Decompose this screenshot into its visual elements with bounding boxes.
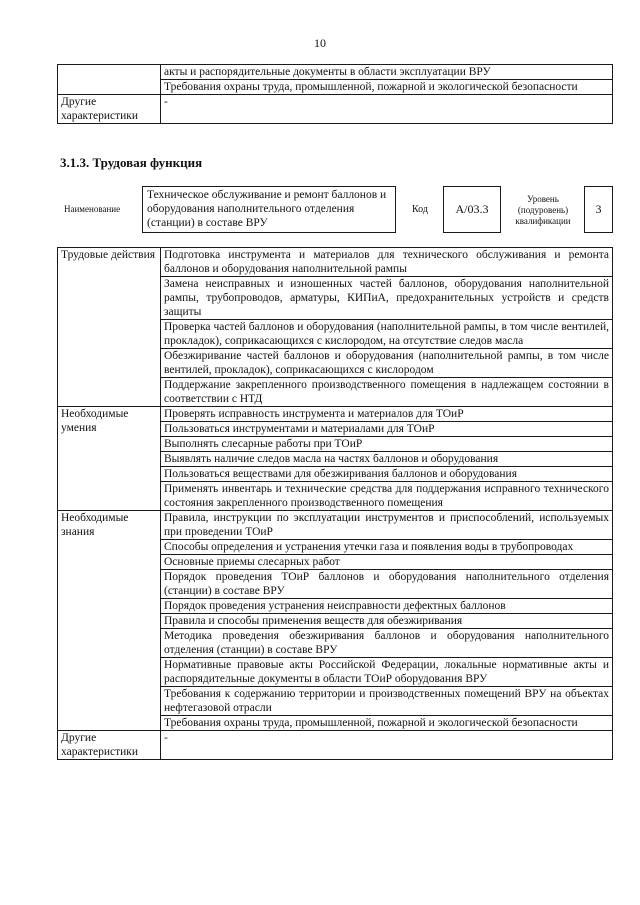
table-cell: Поддержание закрепленного производственного помещения в надлежащем состоянии в соответствии с НТД [161, 378, 613, 407]
table-cell: Проверка частей баллонов и оборудования (наполнительной рампы, в том числе вентилей, прокладок), соприкасающихся с кислородом, на отсутствие следов масла [161, 320, 613, 349]
page-number: 10 [314, 36, 326, 50]
table-row [58, 95, 613, 124]
table-cell: Основные приемы слесарных работ [161, 555, 613, 570]
row-label [58, 65, 161, 95]
function-code-box: А/03.3 [443, 186, 501, 233]
table-cell: акты и распорядительные документы в области эксплуатации ВРУ [161, 65, 613, 80]
table-cell: Выявлять наличие следов масла на частях баллонов и оборудования [161, 452, 613, 467]
row-label: Другие характеристики [58, 731, 161, 760]
table-cell: Выполнять слесарные работы при ТОиР [161, 437, 613, 452]
table-cell: Обезжиривание частей баллонов и оборудования (наполнительной рампы, в том числе вентилей, прокладок), соприкасающихся с кислородом [161, 349, 613, 378]
table-cell: Требования к содержанию территории и производственных помещений ВРУ на объектах нефтегазовой отрасли [161, 687, 613, 716]
table-cell: Правила, инструкции по эксплуатации инструментов и приспособлений, используемых при проведении ТОиР [161, 511, 613, 540]
table-cell: Порядок проведения устранения неисправности дефектных баллонов [161, 599, 613, 614]
table-row [58, 248, 613, 277]
table-cell: Подготовка инструмента и материалов для технического обслуживания и ремонта баллонов и оборудования наполнительной рампы [161, 248, 613, 277]
name-label: Наименование [64, 204, 121, 214]
row-label: Трудовые действия [58, 248, 161, 407]
level-label: Уровень (подуровень) квалификации [515, 194, 571, 226]
table-cell: Пользоваться веществами для обезжиривания баллонов и оборудования [161, 467, 613, 482]
table-cell: Нормативные правовые акты Российской Федерации, локальные нормативные акты и распорядительные документы в области ТОиР оборудования ВРУ [161, 658, 613, 687]
top-table [57, 64, 613, 124]
table-cell: Замена неисправных и изношенных частей баллонов, оборудования наполнительной рампы, трубопроводов, арматуры, КИПиА, предохранительных устройств и средств защиты [161, 277, 613, 320]
row-label: Необходимые умения [58, 407, 161, 511]
labor-function-header [0, 186, 640, 234]
main-table [57, 247, 613, 760]
top-table-body [58, 65, 613, 124]
section-heading: 3.1.3. Трудовая функция [60, 155, 203, 170]
table-cell: Проверять исправность инструмента и материалов для ТОиР [161, 407, 613, 422]
table-row [58, 731, 613, 760]
table-cell: Применять инвентарь и технические средства для поддержания исправного технического состояния закрепленного производственного помещения [161, 482, 613, 511]
table-cell: Требования охраны труда, промышленной, пожарной и экологической безопасности [161, 716, 613, 731]
row-label: Необходимые знания [58, 511, 161, 731]
table-cell: - [161, 731, 613, 760]
table-row [58, 65, 613, 80]
table-cell: Способы определения и устранения утечки газа и появления воды в трубопроводах [161, 540, 613, 555]
table-row [58, 511, 613, 540]
main-table-body [58, 248, 613, 760]
table-cell: Порядок проведения ТОиР баллонов и оборудования наполнительного отделения (станции) в составе ВРУ [161, 570, 613, 599]
qualification-level-box: 3 [584, 186, 613, 233]
table-row [58, 407, 613, 422]
table-cell: Методика проведения обезжиривания баллонов и оборудования наполнительного отделения (станции) в составе ВРУ [161, 629, 613, 658]
table-cell: - [161, 95, 613, 124]
function-name-box: Техническое обслуживание и ремонт баллонов и оборудования наполнительного отделения (станции) в составе ВРУ [142, 186, 396, 233]
table-cell: Требования охраны труда, промышленной, пожарной и экологической безопасности [161, 80, 613, 95]
table-cell: Пользоваться инструментами и материалами для ТОиР [161, 422, 613, 437]
table-cell: Правила и способы применения веществ для обезжиривания [161, 614, 613, 629]
row-label: Другие характеристики [58, 95, 161, 124]
code-label: Код [412, 204, 428, 215]
